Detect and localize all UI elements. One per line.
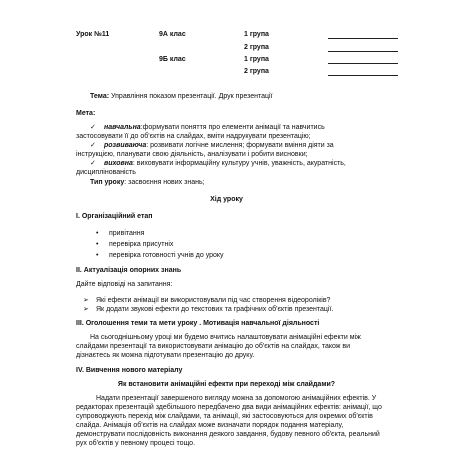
goal-developing-text1: : розвивати логічне мислення; формувати вміння діяти за [146, 142, 334, 149]
arrow-bullet-icon: ➢ [83, 297, 89, 304]
goal-educational-line1 [104, 124, 402, 132]
bullet-icon: • [96, 252, 99, 259]
section1-item: перевірка присутніх [109, 241, 174, 248]
section4-para1-line: редакторах презентацій здебільшого передбачено два види анімаційних ефектів: анімації, що [76, 404, 382, 411]
group-1-9a: 1 група [244, 31, 269, 38]
checkmark-icon: ✓ [90, 124, 96, 131]
section2-question: Як додати звукові ефекти до текстових та графічних об'єктів презентації. [96, 306, 334, 313]
section4-subtitle: Як встановити анімаційні ефекти при переході між слайдами? [117, 381, 336, 388]
class-9a: 9А клас [159, 31, 186, 38]
lesson-number: Урок №11 [76, 31, 110, 38]
blank-line [328, 51, 398, 52]
arrow-bullet-icon: ➢ [83, 306, 89, 313]
section1-title: І. Організаційний етап [76, 213, 153, 220]
goal-developing-line2: інструкцією, планувати свою діяльність, аналізувати і робити висновки; [76, 151, 308, 158]
section3-line: дізнаєтесь як можна підготувати презентацію до друку. [76, 352, 255, 359]
blank-line [328, 38, 398, 39]
goal-upbringing-line1 [104, 160, 346, 168]
section2-title: ІІ. Актуалізація опорних знань [76, 267, 182, 274]
goals-label: Мета: [76, 110, 96, 117]
blank-line [328, 63, 398, 64]
goal-educational-text1: :формувати поняття про елементи анімації та навчитись [140, 124, 325, 131]
goal-developing-line1 [104, 142, 334, 150]
section4-para1-line: рух об'єктів у певному процесі тощо. [76, 440, 196, 447]
goal-developing-label: розвиваюча [104, 142, 147, 149]
section4-para1-line: супроводжують перехід між слайдами, та анімації, які застосовуються для окремих об'єктів [76, 413, 373, 420]
section2-intro: Дайте відповіді на запитання: [76, 281, 173, 288]
section3-line: слайдами презентації та використовувати анімацію до об'єктів на слайдах, також ви [76, 343, 351, 350]
goal-upbringing-text1: : виховувати інформаційну культуру учнів, уважність, акуратність, [132, 160, 346, 167]
section4-para1-line: слайда. Анімація об'єктів на слайдах може визначати порядок подання матеріалу, [76, 422, 344, 429]
section1-item: привітання [109, 230, 145, 237]
course-title: Хід уроку [210, 196, 243, 203]
bullet-icon: • [96, 230, 99, 237]
section3-title: ІІІ. Оголошення теми та мети уроку . Мотивація навчальної діяльності [76, 320, 320, 327]
blank-line [328, 75, 398, 76]
topic-label: Тема: [90, 93, 110, 100]
section4-para1-line: Надати презентації завершеного вигляду можна за допомогою анімаційних ефектів. У [96, 395, 377, 402]
section2-question: Які ефекти анімації ви використовували під час створення відеороліків? [96, 297, 331, 304]
section4-title: IV. Вивчення нового матеріалу [76, 367, 183, 374]
group-2-9b: 2 група [244, 68, 269, 75]
goal-upbringing-line2: дисциплінованість [76, 169, 136, 176]
goal-educational-line2: застосовувати її до об'єктів на слайдах, вміти надрукувати презентацію; [76, 133, 311, 140]
group-2-9a: 2 група [244, 44, 269, 51]
section1-item: перевірка готовності учнів до уроку [109, 252, 224, 259]
goal-educational-label: навчальна [104, 124, 141, 131]
topic-line [90, 93, 273, 101]
section4-para1-line: демонструвати послідовність виконання деякого завдання, будову певного об'єкта, реальний [76, 431, 380, 438]
lesson-type-text: : засвоєння нових знань; [124, 179, 205, 186]
group-1-9b: 1 група [244, 56, 269, 63]
topic-text: Управління показом презентації. Друк презентації [111, 93, 273, 100]
goal-upbringing-label: виховна [104, 160, 133, 167]
checkmark-icon: ✓ [90, 142, 96, 149]
bullet-icon: • [96, 241, 99, 248]
lesson-type-label: Тип уроку [90, 179, 125, 186]
section3-line: На сьогоднішньому уроці ми будемо вчитись налаштовувати анімаційні ефекти між [90, 334, 361, 341]
lesson-type-line [90, 179, 205, 187]
class-9b: 9Б клас [159, 56, 186, 63]
checkmark-icon: ✓ [90, 160, 96, 167]
